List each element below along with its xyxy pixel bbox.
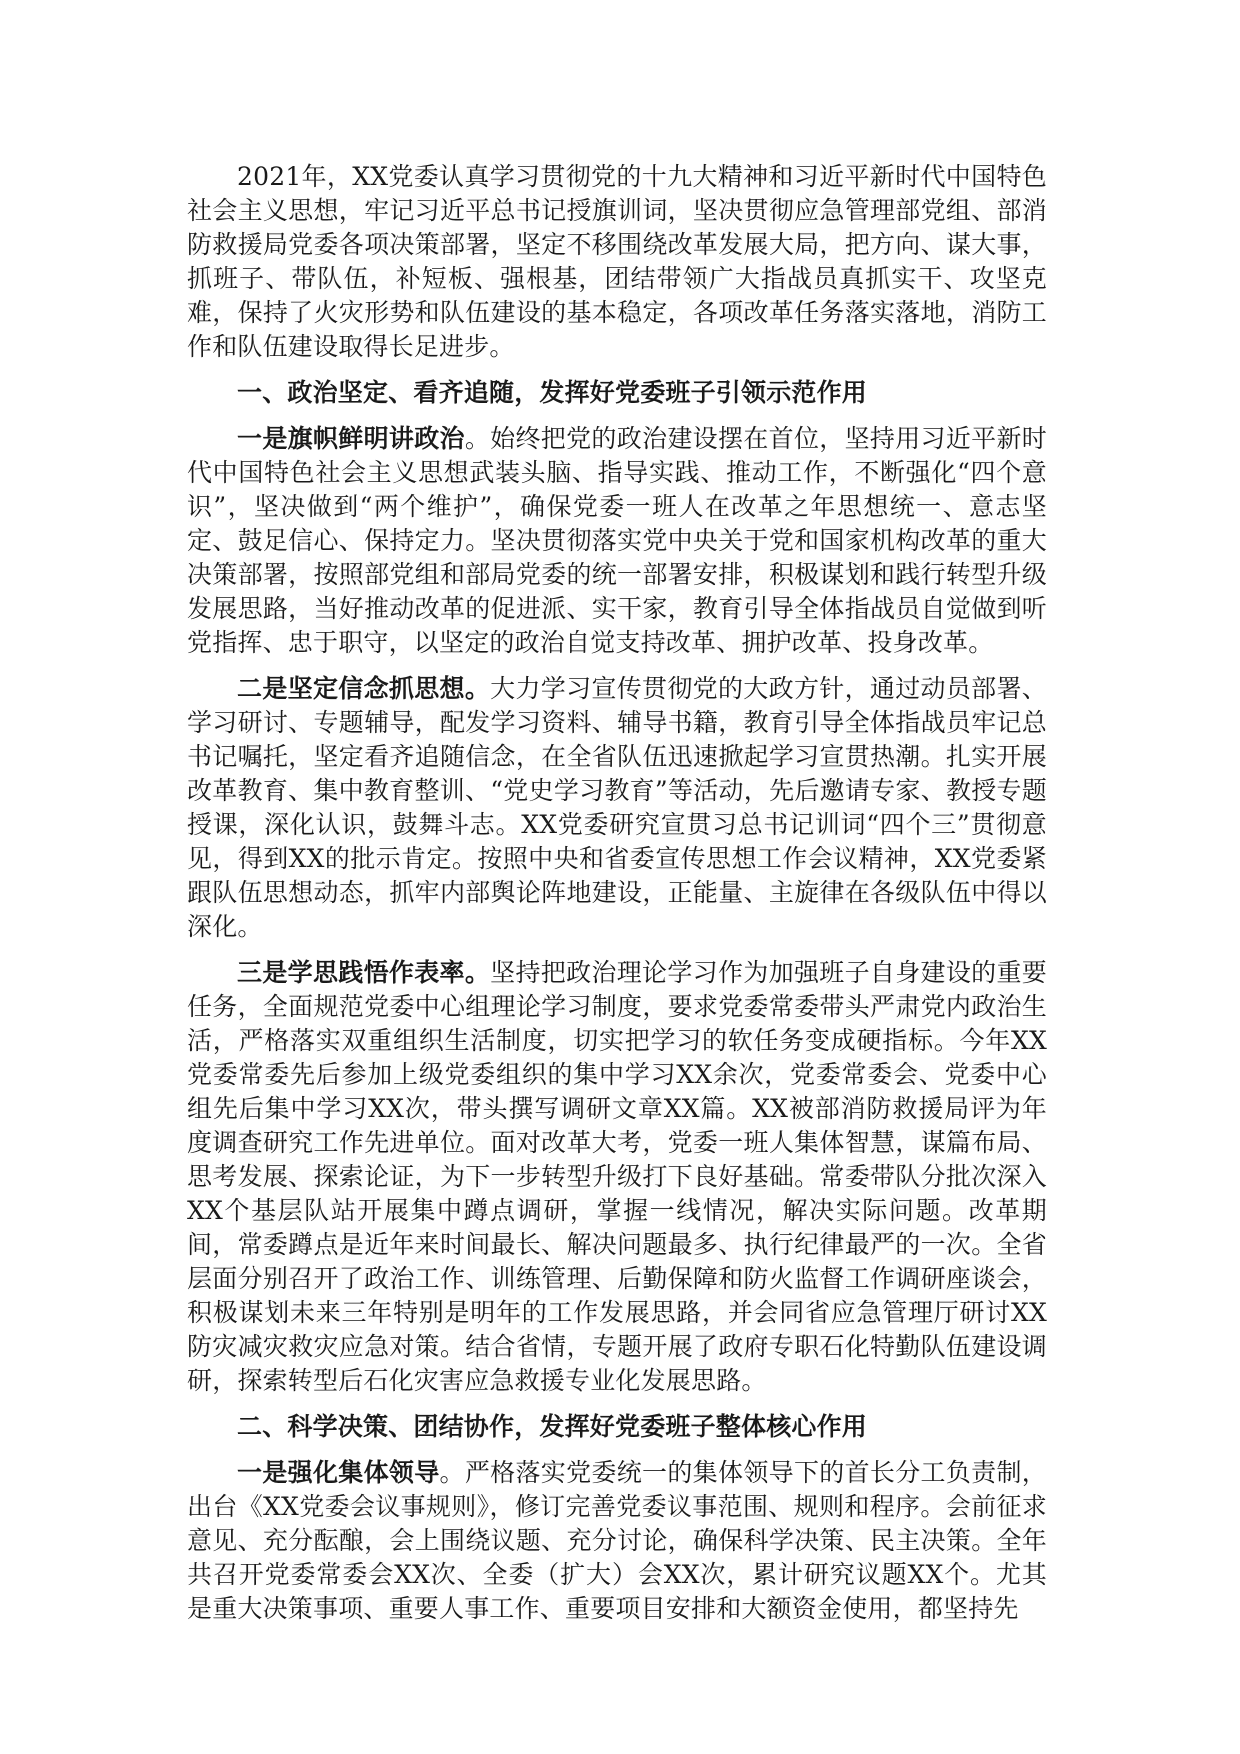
section-2-paragraph-1	[187, 1456, 1047, 1626]
section-2-heading: 二、科学决策、团结协作，发挥好党委班子整体核心作用	[237, 1412, 868, 1441]
section-1-heading: 一、政治坚定、看齐追随，发挥好党委班子引领示范作用	[237, 378, 868, 407]
section-1-paragraph-3	[187, 956, 1047, 1398]
intro-paragraph: 2021年，XX党委认真学习贯彻党的十九大精神和习近平新时代中国特色社会主义思想，牢记习近平总书记授旗训词，坚决贯彻应急管理部党组、部消防救援局党委各项决策部署，坚定不移围绕改革发展大局，把方向、谋大事，抓班子、带队伍，补短板、强根基，团结带领广大指战员真抓实干、攻坚克难，保持了火灾形势和队伍建设的基本稳定，各项改革任务落实落地，消防工作和队伍建设取得长足进步。	[187, 162, 1047, 361]
paragraph-lead: 三是学思践悟作表率。	[237, 958, 491, 987]
paragraph-body: 大力学习宣传贯彻党的大政方针，通过动员部署、学习研讨、专题辅导，配发学习资料、辅导书籍，教育引导全体指战员牢记总书记嘱托，坚定看齐追随信念，在全省队伍迅速掀起学习宣贯热潮。扎实开展改革教育、集中教育整训、“党史学习教育”等活动，先后邀请专家、教授专题授课，深化认识，鼓舞斗志。XX党委研究宣贯习总书记训词“四个三”贯彻意见，得到XX的批示肯定。按照中央和省委宣传思想工作会议精神，XX党委紧跟队伍思想动态，抓牢内部舆论阵地建设，正能量、主旋律在各级队伍中得以深化。	[187, 674, 1047, 941]
paragraph-body: 。始终把党的政治建设摆在首位，坚持用习近平新时代中国特色社会主义思想武装头脑、指导实践、推动工作，不断强化“四个意识”，坚决做到“两个维护”，确保党委一班人在改革之年思想统一、意志坚定、鼓足信心、保持定力。坚决贯彻落实党中央关于党和国家机构改革的重大决策部署，按照部党组和部局党委的统一部署安排，积极谋划和践行转型升级发展思路，当好推动改革的促进派、实干家，教育引导全体指战员自觉做到听党指挥、忠于职守，以坚定的政治自觉支持改革、拥护改革、投身改革。	[187, 424, 1047, 657]
paragraph-body: 坚持把政治理论学习作为加强班子自身建设的重要任务，全面规范党委中心组理论学习制度，要求党委常委带头严肃党内政治生活，严格落实双重组织生活制度，切实把学习的软任务变成硬指标。今年XX党委常委先后参加上级党委组织的集中学习XX余次，党委常委会、党委中心组先后集中学习XX次，带头撰写调研文章XX篇。XX被部消防救援局评为年度调查研究工作先进单位。面对改革大考，党委一班人集体智慧，谋篇布局、思考发展、探索论证，为下一步转型升级打下良好基础。常委带队分批次深入XX个基层队站开展集中蹲点调研，掌握一线情况，解决实际问题。改革期间，常委蹲点是近年来时间最长、解决问题最多、执行纪律最严的一次。全省层面分别召开了政治工作、训练管理、后勤保障和防火监督工作调研座谈会，积极谋划未来三年特别是明年的工作发展思路，并会同省应急管理厅研讨XX防灾减灾救灾应急对策。结合省情，专题开展了政府专职石化特勤队伍建设调研，探索转型后石化灾害应急救援专业化发展思路。	[187, 958, 1047, 1395]
section-1-paragraph-1	[187, 422, 1047, 660]
paragraph-lead: 一是旗帜鲜明讲政治	[237, 424, 465, 453]
section-1-paragraph-2	[187, 672, 1047, 944]
paragraph-body: 。严格落实党委统一的集体领导下的首长分工负责制，出台《XX党委会议事规则》，修订完善党委议事范围、规则和程序。会前征求意见、充分酝酿，会上围绕议题、充分讨论，确保科学决策、民主决策。全年共召开党委常委会XX次、全委（扩大）会XX次，累计研究议题XX个。尤其是重大决策事项、重要人事工作、重要项目安排和大额资金使用，都坚持先	[187, 1458, 1047, 1623]
paragraph-lead: 二是坚定信念抓思想。	[237, 674, 491, 703]
document-page	[187, 160, 1047, 1638]
paragraph-lead: 一是强化集体领导	[237, 1458, 440, 1487]
